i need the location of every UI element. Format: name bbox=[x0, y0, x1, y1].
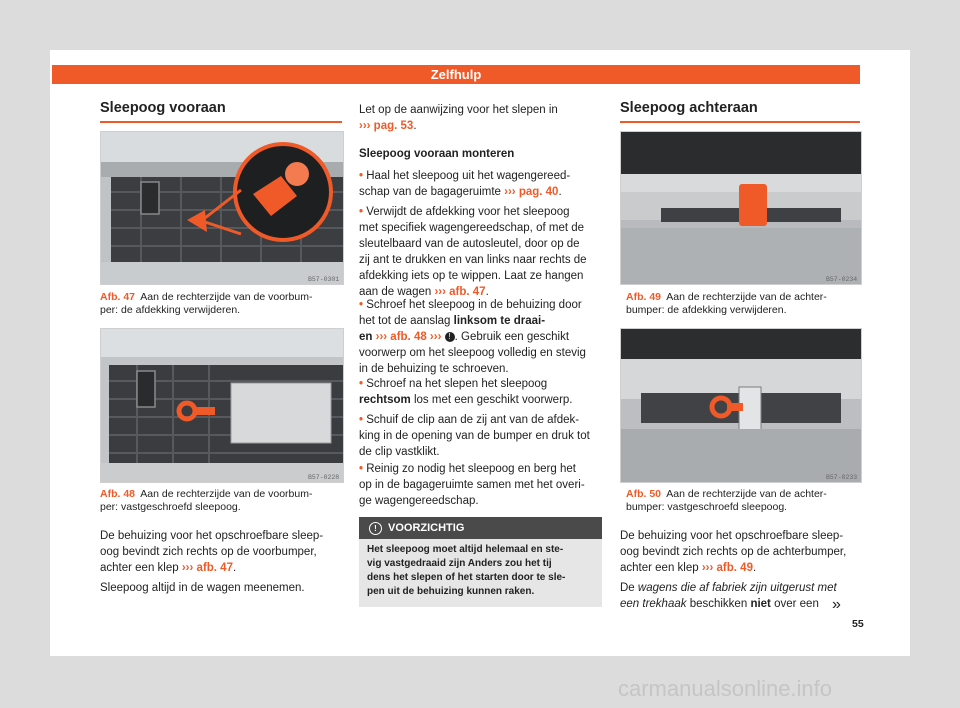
text-line: king in de opening van de bumper en druk tot bbox=[359, 430, 590, 442]
rear-description bbox=[620, 528, 864, 576]
text-line: Haal het sleepoog uit het wagengereed- bbox=[366, 170, 571, 182]
step-3 bbox=[359, 297, 609, 377]
figure-49-image bbox=[620, 131, 862, 285]
text-line: in de behuizing te schroeven. bbox=[359, 363, 509, 375]
text-line: de clip vastklikt. bbox=[359, 446, 440, 458]
text-line: aan de wagen bbox=[359, 286, 435, 298]
text-line: Verwijdt de afdekking voor het sleepoog bbox=[366, 206, 570, 218]
text-line: . bbox=[485, 286, 489, 298]
italic-text: een trekhaak bbox=[620, 598, 687, 610]
text-line: afdekking iets op te wippen. Laat ze hangen bbox=[359, 270, 584, 282]
emphasis: rechtsom bbox=[359, 394, 411, 406]
subheading-front-mount: Sleepoog vooraan monteren bbox=[359, 148, 515, 160]
cross-ref-arrow: ››› bbox=[181, 562, 194, 574]
warning-line: vig vastgedraaid zijn Anders zou het tij bbox=[367, 558, 552, 569]
text-line: ge wagengereedschap. bbox=[359, 495, 479, 507]
warning-body bbox=[359, 539, 602, 607]
text-line: het tot de aanslag bbox=[359, 315, 454, 327]
text-line: . bbox=[752, 562, 757, 574]
emphasis: linksom te draai- bbox=[453, 315, 546, 327]
text-line: Let op de aanwijzing voor het slepen in bbox=[359, 104, 558, 116]
cross-ref-link[interactable]: ››› afb. 48 ››› bbox=[372, 331, 445, 343]
figure-49-caption-line2: bumper: de afdekking verwijderen. bbox=[626, 304, 787, 316]
figure-47-label: Afb. 47 bbox=[100, 291, 136, 303]
bullet-icon: • bbox=[359, 170, 364, 182]
text-line: . bbox=[413, 120, 417, 132]
caution-icon: ! bbox=[369, 522, 382, 535]
bullet-icon: • bbox=[359, 378, 364, 390]
warning-line: dens het slepen of het starten door te sle- bbox=[367, 572, 566, 583]
step-4 bbox=[359, 376, 609, 408]
figure-47-caption bbox=[100, 291, 345, 317]
text-line: schap van de bagageruimte bbox=[359, 186, 505, 198]
figure-48-caption-line2: per: vastgeschroefd sleepoog. bbox=[100, 501, 241, 513]
bullet-icon: • bbox=[359, 206, 364, 218]
figure-47-caption-line2: per: de afdekking verwijderen. bbox=[100, 304, 241, 316]
warning-header bbox=[359, 517, 602, 539]
text-line: De behuizing voor het opschroefbare sleep- bbox=[620, 530, 844, 542]
text-line: oog bevindt zich rechts op de achterbumper, bbox=[620, 546, 847, 558]
text-line: . bbox=[558, 186, 562, 198]
bullet-icon: • bbox=[359, 299, 364, 311]
text-line: met specifiek wagengereedschap, of met de bbox=[359, 222, 585, 234]
rear-note bbox=[620, 580, 864, 612]
text-line: Schroef na het slepen het sleepoog bbox=[366, 378, 548, 390]
bullet-icon: • bbox=[359, 414, 364, 426]
text-line: De behuizing voor het opschroefbare sleep- bbox=[100, 530, 324, 542]
text-line: Reinig zo nodig het sleepoog en berg het bbox=[366, 463, 576, 475]
cross-ref-link[interactable]: afb. 47 bbox=[196, 562, 233, 574]
text-line: oog bevindt zich rechts op de voorbumper, bbox=[100, 546, 317, 558]
step-6 bbox=[359, 461, 609, 509]
figure-49-label: Afb. 49 bbox=[626, 291, 662, 303]
cross-ref-link[interactable]: ››› afb. 47 bbox=[434, 286, 486, 298]
figure-50-code: B57-0233 bbox=[826, 474, 858, 481]
text-line: voorwerp om het sleepoog volledig en stevig bbox=[359, 347, 586, 359]
section-title-rear: Sleepoog achteraan bbox=[620, 100, 758, 116]
step-1 bbox=[359, 168, 609, 200]
cross-ref-link[interactable]: ››› pag. 40 bbox=[504, 186, 559, 198]
step-5 bbox=[359, 412, 609, 460]
figure-48-image bbox=[100, 328, 344, 483]
warning-line: Het sleepoog moet altijd helemaal en ste- bbox=[367, 544, 564, 555]
cross-ref-link[interactable]: ››› pag. 53 bbox=[359, 120, 414, 132]
text-line: los met een geschikt voorwerp. bbox=[410, 394, 573, 406]
text-line: . bbox=[232, 562, 237, 574]
figure-48-caption-line1: Aan de rechterzijde van de voorbum- bbox=[140, 488, 313, 500]
cross-ref-link[interactable]: ››› afb. 49 bbox=[701, 562, 753, 574]
page-number: 55 bbox=[852, 618, 864, 630]
text-line: op in de bagageruimte samen met het overi- bbox=[359, 479, 585, 491]
text-line: sleutelbaard van de autosleutel, door op de bbox=[359, 238, 580, 250]
intro-note bbox=[359, 102, 609, 134]
emphasis: niet bbox=[750, 598, 771, 610]
italic-text: wagens die af fabriek zijn uitgerust met bbox=[637, 582, 837, 594]
text-line: zij ant te drukken en van links naar rechts de bbox=[359, 254, 587, 266]
figure-47-image bbox=[100, 131, 344, 285]
figure-50-image bbox=[620, 328, 862, 483]
text-line: achter een klep bbox=[620, 562, 702, 574]
figure-49-caption-line1: Aan de rechterzijde van de achter- bbox=[666, 291, 827, 303]
text-line: De bbox=[620, 582, 638, 594]
text-line: Schroef het sleepoog in de behuizing door bbox=[366, 299, 582, 311]
figure-48-caption bbox=[100, 488, 345, 514]
figure-48-code: B57-0228 bbox=[308, 474, 340, 481]
step-2 bbox=[359, 204, 609, 300]
front-note: Sleepoog altijd in de wagen meenemen. bbox=[100, 582, 305, 594]
figure-47-code: B57-0301 bbox=[308, 276, 340, 283]
text-line: . Gebruik een geschikt bbox=[454, 331, 570, 343]
section-header: Zelfhulp bbox=[52, 65, 860, 84]
figure-50-label: Afb. 50 bbox=[626, 488, 662, 500]
text-line: over een bbox=[770, 598, 819, 610]
section-rule bbox=[620, 121, 860, 123]
section-rule bbox=[100, 121, 342, 123]
warning-title: VOORZICHTIG bbox=[388, 522, 465, 534]
text-line: beschikken bbox=[686, 598, 751, 610]
warning-line: pen uit de behuizing kunnen raken. bbox=[367, 586, 535, 597]
figure-47-caption-line1: Aan de rechterzijde van de voorbum- bbox=[140, 291, 313, 303]
figure-49-code: B57-0234 bbox=[826, 276, 858, 283]
emphasis: en bbox=[359, 331, 373, 343]
continue-arrow-icon: » bbox=[832, 596, 841, 613]
section-title-front: Sleepoog vooraan bbox=[100, 100, 226, 116]
watermark: carmanualsonline.info bbox=[618, 676, 833, 701]
figure-49-caption bbox=[626, 291, 864, 317]
figure-50-caption-line1: Aan de rechterzijde van de achter- bbox=[666, 488, 827, 500]
text-line: achter een klep bbox=[100, 562, 182, 574]
figure-48-label: Afb. 48 bbox=[100, 488, 136, 500]
warning-ref-icon: ! bbox=[445, 332, 455, 342]
front-description bbox=[100, 528, 348, 576]
figure-50-caption bbox=[626, 488, 864, 514]
bullet-icon: • bbox=[359, 463, 364, 475]
text-line: Schuif de clip aan de zij ant van de afdek- bbox=[366, 414, 580, 426]
figure-50-caption-line2: bumper: vastgeschroefd sleepoog. bbox=[626, 501, 788, 513]
